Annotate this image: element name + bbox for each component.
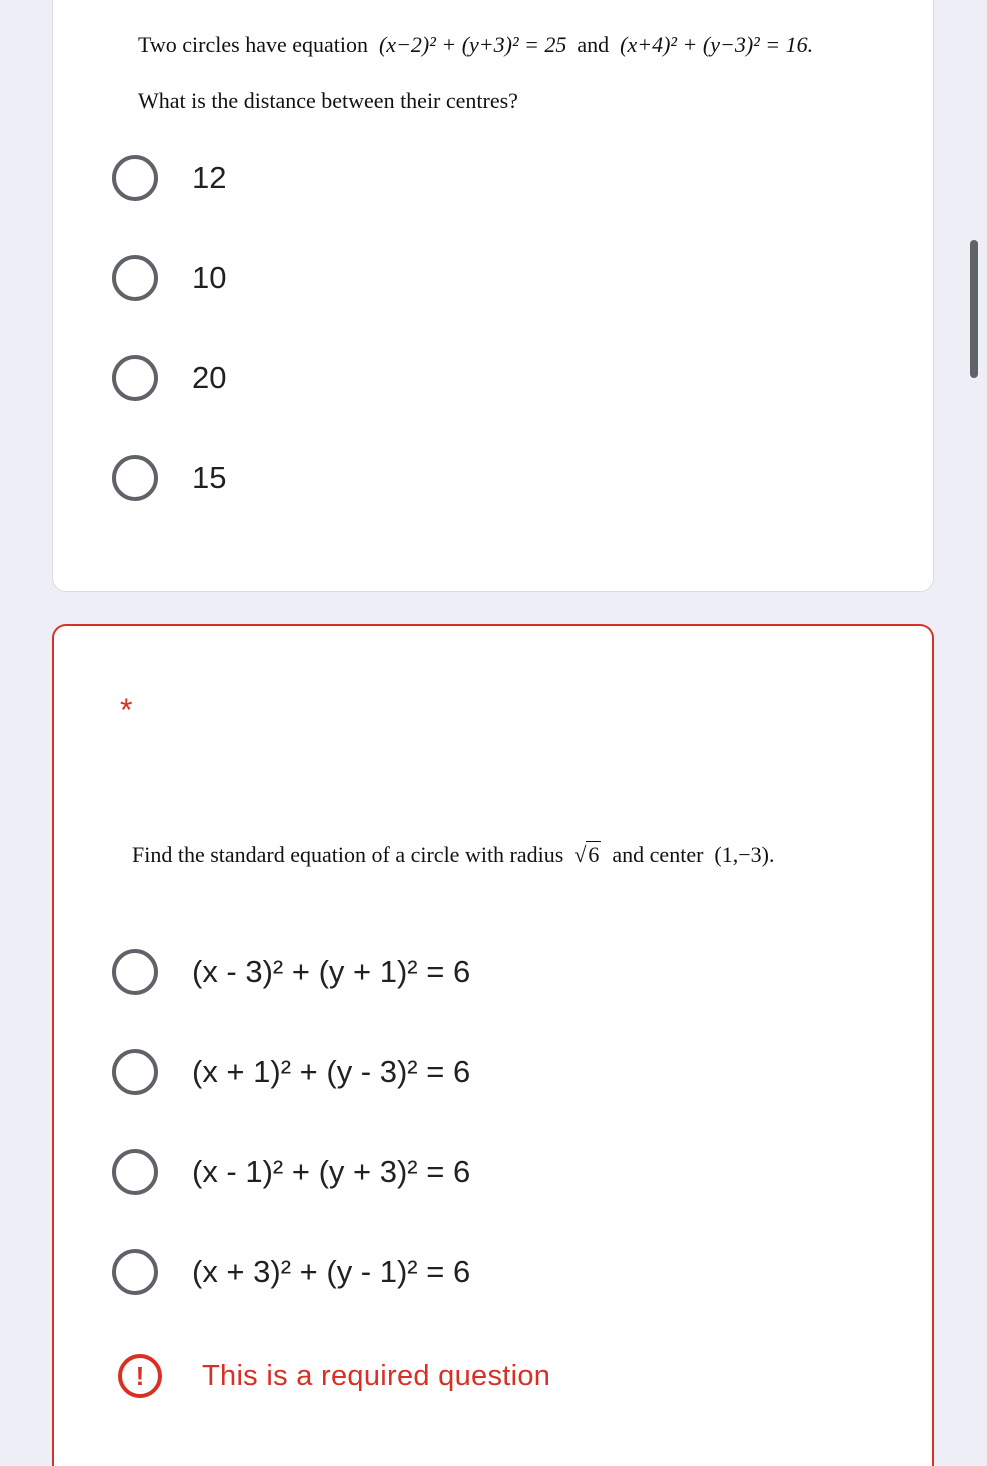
q1-option-15[interactable]: [112, 452, 226, 504]
radio-button[interactable]: [112, 949, 158, 995]
q2-prompt-line: [132, 842, 774, 868]
question-card-2: [52, 624, 934, 1466]
radio-button[interactable]: [112, 155, 158, 201]
option-label: (x - 1)² + (y + 3)² = 6: [192, 1154, 471, 1189]
q1-option-10[interactable]: [112, 252, 226, 304]
q1-prompt-line: [138, 32, 813, 58]
radio-button[interactable]: [112, 1249, 158, 1295]
error-icon: !: [118, 1354, 162, 1398]
q2-option-3[interactable]: [112, 1146, 470, 1198]
option-label: (x - 3)² + (y + 1)² = 6: [192, 954, 471, 989]
q2-prefix: Find the standard equation of a circle with radius: [132, 842, 564, 867]
option-label: 10: [192, 260, 227, 295]
q1-equation-2: (x+4)² + (y−3)² = 16.: [620, 32, 814, 57]
q1-equation-1: (x−2)² + (y+3)² = 25: [378, 32, 567, 57]
option-label: 20: [192, 360, 227, 395]
scrollbar-thumb[interactable]: [970, 240, 978, 378]
option-label: (x + 3)² + (y - 1)² = 6: [192, 1254, 471, 1289]
q2-option-2[interactable]: [112, 1046, 470, 1098]
option-label: 12: [192, 160, 227, 195]
radio-button[interactable]: [112, 455, 158, 501]
q2-center: (1,−3).: [714, 842, 775, 867]
required-error: [118, 1354, 550, 1398]
q1-prefix: Two circles have equation: [138, 32, 368, 57]
radio-button[interactable]: [112, 355, 158, 401]
q2-mid: and center: [612, 842, 704, 867]
radio-button[interactable]: [112, 1149, 158, 1195]
q1-conjunction: and: [577, 32, 610, 57]
sqrt-radius: √6: [574, 842, 600, 867]
radio-button[interactable]: [112, 1049, 158, 1095]
option-label: (x + 1)² + (y - 3)² = 6: [192, 1054, 471, 1089]
q1-question: What is the distance between their centres?: [138, 88, 518, 113]
q2-option-4[interactable]: [112, 1246, 470, 1298]
required-asterisk: *: [120, 692, 133, 728]
radius-value: 6: [588, 842, 600, 867]
radio-button[interactable]: [112, 255, 158, 301]
error-message: This is a required question: [202, 1359, 551, 1392]
q1-option-20[interactable]: [112, 352, 226, 404]
q1-option-12[interactable]: [112, 152, 226, 204]
option-label: 15: [192, 460, 227, 495]
q2-option-1[interactable]: [112, 946, 470, 998]
